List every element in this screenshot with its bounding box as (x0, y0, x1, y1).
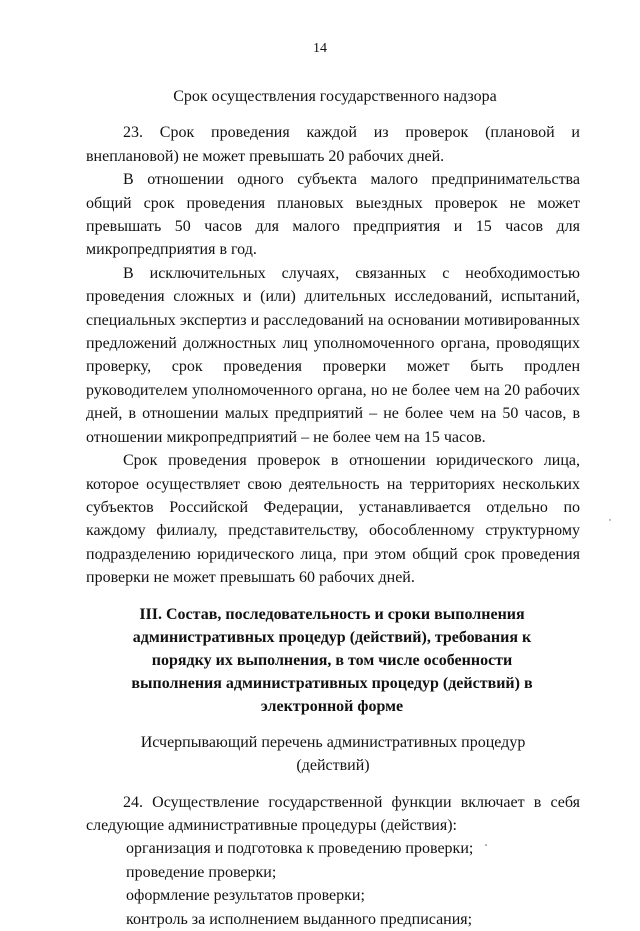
document-body (86, 80, 580, 931)
section-title: Срок осуществления государственного надзора (173, 88, 497, 105)
list-item: оформление результатов проверки; (126, 887, 365, 905)
list-item: проведение проверки; (126, 863, 277, 881)
paragraph-multi-region: Срок проведения проверок в отношении юридического лица, которое осуществляет свою деятельность на территориях нескольких субъектов Российской Федерации, устанавливается отдельно по каждому филиалу, представительству, обособленному структурному подразделению юридического лица, при этом общий срок проведения проверки не может превышать 60 рабочих дней. (86, 452, 580, 587)
paragraph-24: 24. Осуществление государственной функции включает в себя следующие административные процедуры (действия): (86, 793, 580, 834)
page-number: 14 (313, 41, 327, 56)
chapter-title: III. Состав, последовательность и сроки выполнения административных процедур (действий), требования к порядку их выполнения, в том числе особенности выполнения административных процедур (действий) в электронной форме (131, 605, 533, 715)
paragraph-23: 23. Срок проведения каждой из проверок (плановой и внеплановой) не может превышать 20 рабочих дней. (86, 124, 580, 165)
procedure-list (86, 837, 580, 931)
paragraph-small-business: В отношении одного субъекта малого предпринимательства общий срок проведения плановых выездных проверок не может превышать 50 часов для малого предприятия и 15 часов для микропредприятия в год. (86, 171, 580, 259)
list-title: Исчерпывающий перечень административных процедур (действий) (140, 733, 526, 774)
list-item: организация и подготовка к проведению проверки; (126, 840, 474, 858)
paragraph-exceptional-cases: В исключительных случаях, связанных с необходимостью проведения сложных и (или) длительных исследований, испытаний, специальных экспертиз и расследований на основании мотивированных предложений должностных лиц уполномоченного органа, проводящих проверку, срок проведения проверки может быть продлен руководителем уполномоченного органа, но не более чем на 20 рабочих дней, в отношении малых предприятий – не более чем на 50 часов, в отношении микропредприятий – не более чем на 15 часов. (86, 264, 580, 446)
list-item: контроль за исполнением выданного предписания; (126, 910, 473, 928)
scan-speck (609, 519, 610, 520)
